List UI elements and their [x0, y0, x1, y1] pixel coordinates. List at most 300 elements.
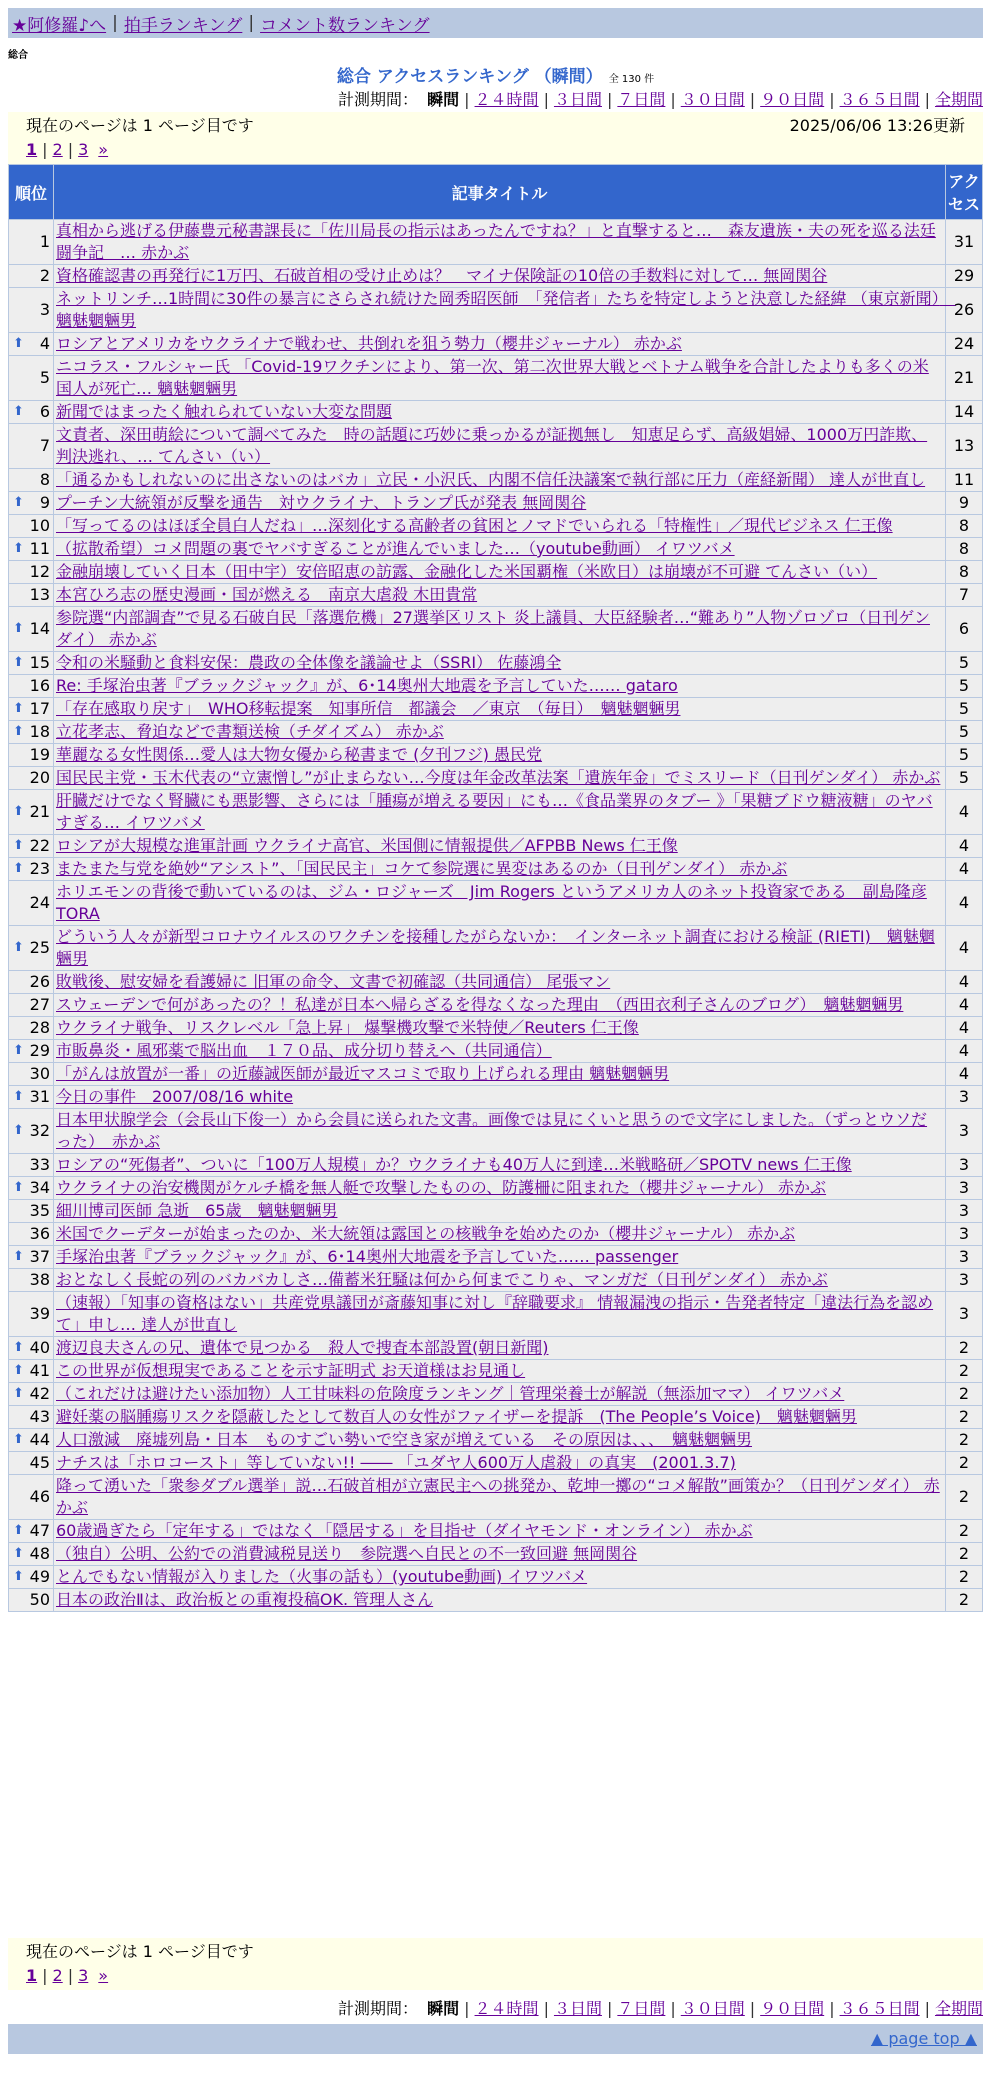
rank-cell [9, 492, 53, 514]
rank-number: 36 [29, 1224, 50, 1243]
bottom-period-2[interactable]: ３日間 [553, 1999, 602, 2018]
title-cell [54, 1086, 945, 1108]
title-cell [54, 1154, 945, 1176]
rank-number: 32 [29, 1121, 50, 1140]
title-cell [54, 1543, 945, 1565]
title-cell [54, 881, 945, 925]
rank-up-arrow-icon: ⬆ [13, 1043, 24, 1058]
period-separator: | [924, 1999, 930, 2018]
top-period-6[interactable]: ３６５日間 [839, 90, 920, 109]
access-count: 2 [946, 1337, 982, 1359]
rank-number: 19 [29, 745, 50, 764]
article-link[interactable]: 降って湧いた「衆参ダブル選挙」説…石破首相が立憲民主への挑発か、乾坤一擲の“コメ解散”画策か？（日刊ゲンダイ） 赤かぶ [56, 1476, 940, 1517]
period-separator: | [829, 1999, 835, 2018]
rank-number: 7 [39, 436, 50, 455]
table-row [9, 584, 982, 606]
article-link[interactable]: 日本の政治Ⅱは、政治板との重複投稿OK. 管理人さん [56, 1590, 434, 1609]
period-separator: | [749, 1999, 756, 2018]
access-count: 4 [946, 1017, 982, 1039]
table-row [9, 220, 982, 264]
period-separator: | [606, 1999, 613, 2018]
next-page-link[interactable]: » [98, 139, 109, 159]
comment-ranking-link[interactable]: コメント数ランキング [260, 15, 430, 36]
article-link[interactable]: （これだけは避けたい添加物）人工甘味料の危険度ランキング｜管理栄養士が解説（無添加ママ） イワツバメ [56, 1384, 845, 1403]
title-cell [54, 538, 945, 560]
access-count: 3 [946, 1086, 982, 1108]
access-count: 5 [946, 744, 982, 766]
period-separator: | [464, 1999, 470, 2018]
rank-cell [9, 1543, 53, 1565]
rank-up-arrow-icon: ⬆ [13, 940, 24, 955]
top-nav-bar [8, 8, 983, 38]
article-link[interactable]: プーチン大統領が反撃を通告 対ウクライナ、トランプ氏が発表 無岡関谷 [56, 493, 587, 512]
rank-number: 23 [29, 859, 50, 878]
access-count: 26 [946, 288, 982, 332]
article-link[interactable]: 今日の事件 2007/08/16 white [56, 1087, 294, 1106]
table-row [9, 1246, 982, 1268]
article-link[interactable]: スウェーデンで何があったの？！私達が日本へ帰らざるを得なくなった理由 （西田衣利子さんのブログ） 魑魅魍魎男 [56, 995, 904, 1014]
table-row [9, 1086, 982, 1108]
rank-cell [9, 1063, 53, 1085]
top-period-4[interactable]: ３０日間 [680, 90, 745, 109]
access-count: 2 [946, 1406, 982, 1428]
rank-number: 43 [29, 1407, 50, 1426]
rank-cell [9, 515, 53, 537]
access-count: 9 [946, 492, 982, 514]
article-link[interactable]: 米国でクーデターが始まったのか、米大統領は露国との核戦争を始めたのか（櫻井ジャーナル） 赤かぶ [56, 1224, 796, 1243]
title-cell [54, 401, 945, 423]
rank-up-arrow-icon: ⬆ [13, 1523, 24, 1538]
title-cell [54, 858, 945, 880]
rank-cell [9, 607, 53, 651]
pager-panel-bottom [8, 1938, 983, 1990]
rank-up-arrow-icon: ⬆ [13, 1546, 24, 1561]
article-link[interactable]: 「通るかもしれないのに出さないのはバカ」立民・小沢氏、内閣不信任決議案で執行部に圧力（産経新聞） 達人が世直し [56, 470, 926, 489]
article-link[interactable]: 60歳過ぎたら「定年する」ではなく「隠居する」を目指せ（ダイヤモンド・オンライン） 赤かぶ [56, 1521, 753, 1540]
rank-number: 30 [29, 1064, 50, 1083]
rank-cell [9, 790, 53, 834]
rank-number: 3 [39, 300, 50, 319]
rank-cell [9, 744, 53, 766]
table-row [9, 288, 982, 332]
bottom-period-7[interactable]: 全期間 [934, 1999, 983, 2018]
rank-up-arrow-icon: ⬆ [13, 838, 24, 853]
access-count: 4 [946, 790, 982, 834]
article-link[interactable]: 金融崩壊していく日本（田中宇）安倍昭恵の訪露、金融化した米国覇権（米欧日）は崩壊が不可避 てんさい（い） [56, 562, 878, 581]
rank-number: 14 [29, 619, 50, 638]
applause-ranking-link[interactable]: 拍手ランキング [123, 15, 243, 36]
article-link[interactable]: 「存在感取り戻す」 WHO移転提案 知事所信 都議会 ／東京 （毎日） 魑魅魍魎男 [56, 699, 681, 718]
title-cell [54, 675, 945, 697]
access-count: 4 [946, 1040, 982, 1062]
article-link[interactable]: 参院選“内部調査”で見る石破自民「落選危機」27選挙区リスト 炎上議員、大臣経験者…“難あり”人物ゾロゾロ（日刊ゲンダイ） 赤かぶ [56, 608, 930, 649]
access-count: 24 [946, 333, 982, 355]
rank-up-arrow-icon: ⬆ [13, 1363, 24, 1378]
title-cell [54, 1429, 945, 1451]
top-period-7[interactable]: 全期間 [934, 90, 983, 109]
access-count: 4 [946, 881, 982, 925]
article-link[interactable]: ロシアとアメリカをウクライナで戦わせ、共倒れを狙う勢力（櫻井ジャーナル） 赤かぶ [56, 334, 682, 353]
table-row [9, 356, 982, 400]
table-row [9, 926, 982, 970]
access-count: 3 [946, 1154, 982, 1176]
access-count: 2 [946, 1589, 982, 1611]
title-cell [54, 1383, 945, 1405]
title-cell [54, 288, 956, 332]
rank-up-arrow-icon: ⬆ [13, 541, 24, 556]
rank-cell [9, 333, 53, 355]
title-cell [54, 1452, 945, 1474]
article-link[interactable]: （独自）公明、公約での消費減税見送り 参院選へ自民との不一致回避 無岡関谷 [56, 1544, 638, 1563]
table-row [9, 333, 982, 355]
rank-number: 18 [29, 722, 50, 741]
rank-number: 41 [29, 1361, 50, 1380]
access-count: 11 [946, 469, 982, 491]
article-link[interactable]: 新聞ではまったく触れられていない大変な問題 [56, 402, 393, 421]
access-header: アクセス [946, 165, 982, 219]
top-period-3[interactable]: ７日間 [617, 90, 666, 109]
period-separator: | [670, 1999, 676, 2018]
rank-cell [9, 1040, 53, 1062]
title-cell [54, 1566, 945, 1588]
access-count: 2 [946, 1475, 982, 1519]
article-link[interactable]: 真相から逃げる伊藤豊元秘書課長に「佐川局長の指示はあったんですね？」と直撃すると… 森友遺族・夫の死を巡る法廷闘争記 … 赤かぶ [56, 221, 936, 262]
rank-number: 39 [29, 1304, 50, 1323]
access-count: 7 [946, 584, 982, 606]
article-link[interactable]: おとなしく長蛇の列のバカバカしさ…備蓄米狂騒は何から何までこりゃ、マンガだ（日刊ゲンダイ） 赤かぶ [56, 1270, 828, 1289]
table-row [9, 1337, 982, 1359]
rank-cell [9, 1269, 53, 1291]
rank-number: 1 [39, 232, 50, 251]
access-count: 2 [946, 1383, 982, 1405]
article-link[interactable]: 文責者、深田萌絵について調べてみた 時の話題に巧妙に乗っかるが証拠無し 知恵足らず、高級娼婦、1000万円詐欺、判決逃れ、… てんさい（い） [56, 425, 928, 466]
rank-cell [9, 1086, 53, 1108]
article-link[interactable]: 敗戦後、慰安婦を看護婦に 旧軍の命令、文書で初確認（共同通信） 尾張マン [56, 972, 611, 991]
rank-number: 50 [29, 1590, 50, 1609]
table-row [9, 1406, 982, 1428]
page-top-link[interactable]: ▲ page top ▲ [870, 2029, 977, 2048]
access-count: 21 [946, 356, 982, 400]
access-count: 5 [946, 652, 982, 674]
table-header-row [9, 165, 982, 219]
ranking-table [8, 164, 983, 1612]
rank-cell [9, 675, 53, 697]
page-3-link[interactable]: 3 [78, 139, 89, 159]
access-count: 3 [946, 1246, 982, 1268]
table-row [9, 561, 982, 583]
page-status: 現在のページは 1 ページ目です [26, 1941, 254, 1961]
title-header: 記事タイトル [54, 165, 945, 219]
title-cell [54, 790, 945, 834]
rank-number: 21 [29, 802, 50, 821]
article-link[interactable]: とんでもない情報が入りました（火事の話も）(youtube動画) イワツバメ [56, 1567, 588, 1586]
article-link[interactable]: ニコラス・フルシャー氏 「Covid-19ワクチンにより、第一次、第二次世界大戦とベトナム戦争を合計したよりも多くの米国人が死亡… 魑魅魍魎男 [56, 357, 929, 398]
article-link[interactable]: ホリエモンの背後で動いているのは、ジム・ロジャーズ Jim Rogers というアメリカ人のネット投資家である 副島隆彦 TORA [56, 882, 927, 923]
title-cell [54, 721, 945, 743]
rank-number: 29 [29, 1041, 50, 1060]
article-link[interactable]: 本宮ひろ志の歴史漫画・国が燃える 南京大虐殺 木田貴常 [56, 585, 478, 604]
article-link[interactable]: ロシアが大規模な進軍計画 ウクライナ高官、米国側に情報提供／AFPBB News 仁王像 [56, 836, 678, 855]
rank-number: 48 [29, 1544, 50, 1563]
title-cell [54, 607, 945, 651]
period-separator: | [749, 90, 756, 109]
access-count: 8 [946, 561, 982, 583]
rank-cell [9, 1452, 53, 1474]
page-status: 現在のページは 1 ページ目です [26, 115, 254, 135]
title-cell [54, 1223, 945, 1245]
title-cell [54, 561, 945, 583]
rank-cell [9, 698, 53, 720]
article-link[interactable]: 細川博司医師 急逝 65歳 魑魅魍魎男 [56, 1201, 338, 1220]
title-cell [54, 265, 945, 287]
title-cell [54, 994, 945, 1016]
article-link[interactable]: どういう人々が新型コロナウイルスのワクチンを接種したがらないか： インターネット調査における検証 (RIETI) 魑魅魍魎男 [56, 927, 935, 968]
article-link[interactable]: 立花孝志、脅迫などで書類送検（チダイズム） 赤かぶ [56, 722, 444, 741]
rank-cell [9, 721, 53, 743]
table-row [9, 1109, 982, 1153]
table-row [9, 858, 982, 880]
article-link[interactable]: 日本甲状腺学会（会長山下俊一）から会員に送られた文書。画像では見にくいと思うので文字にしました。（ずっとウソだった） 赤かぶ [56, 1110, 928, 1151]
access-count: 31 [946, 220, 982, 264]
rank-up-arrow-icon: ⬆ [13, 404, 24, 419]
article-link[interactable]: 渡辺良夫さんの兄、遺体で見つかる 殺人で捜査本部設置(朝日新聞) [56, 1338, 549, 1357]
period-separator: | [670, 90, 676, 109]
rank-cell [9, 1360, 53, 1382]
bottom-period-3[interactable]: ７日間 [617, 1999, 666, 2018]
table-row [9, 1154, 982, 1176]
page-title: 総合 アクセスランキング （瞬間） [336, 67, 603, 87]
rank-cell [9, 1406, 53, 1428]
table-row [9, 1520, 982, 1542]
rank-number: 20 [29, 768, 50, 787]
rank-up-arrow-icon: ⬆ [13, 1089, 24, 1104]
access-count: 3 [946, 1200, 982, 1222]
bottom-period-1[interactable]: ２４時間 [474, 1999, 539, 2018]
rank-cell [9, 584, 53, 606]
next-page-link[interactable]: » [98, 1965, 109, 1985]
rank-number: 35 [29, 1201, 50, 1220]
page-1-link[interactable]: 1 [26, 1965, 38, 1985]
article-link[interactable]: 令和の米騒動と食料安保：農政の全体像を議論せよ（SSRI） 佐藤鴻全 [56, 653, 562, 672]
rank-number: 27 [29, 995, 50, 1014]
home-link[interactable]: ★阿修羅♪へ [12, 15, 107, 36]
access-count: 3 [946, 1177, 982, 1199]
table-row [9, 607, 982, 651]
article-link[interactable]: ナチスは「ホロコースト」等していない!! ―― 「ユダヤ人600万人虐殺」の真実 (2001.3.7) [56, 1453, 736, 1472]
access-count: 2 [946, 1429, 982, 1451]
rank-cell [9, 424, 53, 468]
article-link[interactable]: 人口激減 廃墟列島・日本 ものすごい勢いで空き家が増えている その原因は、、、 魑魅魍魎男 [56, 1430, 753, 1449]
rank-number: 38 [29, 1270, 50, 1289]
access-count: 29 [946, 265, 982, 287]
rank-cell [9, 971, 53, 993]
title-cell [54, 926, 945, 970]
article-link[interactable]: この世界が仮想現実であることを示す証明式 お天道様はお見通し [56, 1361, 526, 1380]
period-separator: | [543, 1999, 549, 2018]
nav-separator: | [112, 13, 118, 33]
table-row [9, 652, 982, 674]
article-link[interactable]: （速報）「知事の資格はない」共産党県議団が斎藤知事に対し『辞職要求』 情報漏洩の指示・告発者特定「違法行為を認めて」申し… 達人が世直し [56, 1293, 934, 1334]
access-count: 4 [946, 926, 982, 970]
rank-number: 31 [29, 1087, 50, 1106]
table-row [9, 1543, 982, 1565]
table-row [9, 1566, 982, 1588]
rank-up-arrow-icon: ⬆ [13, 1249, 24, 1264]
rank-cell [9, 1177, 53, 1199]
rank-cell [9, 220, 53, 264]
title-cell [54, 1589, 945, 1611]
rank-cell [9, 1154, 53, 1176]
period-separator: | [543, 90, 549, 109]
table-row [9, 1360, 982, 1382]
title-cell [54, 1360, 945, 1382]
rank-cell [9, 356, 53, 400]
title-cell [54, 971, 945, 993]
access-count: 4 [946, 858, 982, 880]
total-count: 全 130 件 [608, 74, 655, 85]
article-link[interactable]: （拡散希望）コメ問題の裏でヤバすぎることが進んでいました…（youtube動画） イワツバメ [56, 539, 735, 558]
page-2-link[interactable]: 2 [52, 139, 63, 159]
rank-cell [9, 1520, 53, 1542]
rank-up-arrow-icon: ⬆ [13, 655, 24, 670]
rank-cell [9, 1292, 53, 1336]
access-count: 2 [946, 1452, 982, 1474]
article-link[interactable]: 華麗なる女性関係…愛人は大物女優から秘書まで (夕刊フジ) 愚民党 [56, 745, 543, 764]
table-row [9, 767, 982, 789]
title-cell [54, 1200, 945, 1222]
bottom-bar [8, 2024, 983, 2054]
rank-cell [9, 1589, 53, 1611]
period-separator: | [464, 90, 470, 109]
rank-cell [9, 1383, 53, 1405]
period-separator: | [606, 90, 613, 109]
title-cell [54, 492, 945, 514]
table-row [9, 469, 982, 491]
table-row [9, 744, 982, 766]
page-3-link[interactable]: 3 [78, 1965, 89, 1985]
rank-cell [9, 288, 53, 332]
table-row [9, 698, 982, 720]
title-cell [54, 584, 945, 606]
rank-number: 22 [29, 836, 50, 855]
table-row [9, 835, 982, 857]
pager: 1 | 2 | 3 » [26, 139, 109, 159]
article-link[interactable]: 「がんは放置が一番」の近藤誠医師が最近マスコミで取り上げられる理由 魑魅魍魎男 [56, 1064, 670, 1083]
rank-cell [9, 1223, 53, 1245]
rank-up-arrow-icon: ⬆ [13, 1386, 24, 1401]
bottom-period-6[interactable]: ３６５日間 [839, 1999, 920, 2018]
period-label: 計測期間： [338, 1999, 419, 2018]
table-row [9, 1063, 982, 1085]
rank-number: 47 [29, 1521, 50, 1540]
access-count: 3 [946, 1269, 982, 1291]
article-link[interactable]: またまた与党を絶妙“アシスト”、「国民民主」コケて参院選に異変はあるのか（日刊ゲンダイ） 赤かぶ [56, 859, 788, 878]
rank-cell [9, 469, 53, 491]
rank-cell [9, 561, 53, 583]
rank-cell [9, 652, 53, 674]
top-period-0: 瞬間 [427, 90, 460, 109]
article-link[interactable]: 資格確認書の再発行に1万円、石破首相の受け止めは？ マイナ保険証の10倍の手数料に対して… 無岡関谷 [56, 266, 828, 285]
table-row [9, 1452, 982, 1474]
rank-cell [9, 1017, 53, 1039]
title-cell [54, 1109, 945, 1153]
access-count: 2 [946, 1360, 982, 1382]
access-count: 8 [946, 538, 982, 560]
rank-number: 9 [39, 493, 50, 512]
article-link[interactable]: ウクライナの治安機関がケルチ橋を無人艇で攻撃したものの、防護柵に阻まれた（櫻井ジャーナル） 赤かぶ [56, 1178, 827, 1197]
bottom-period-5[interactable]: ９０日間 [760, 1999, 825, 2018]
nav-separator: | [248, 13, 255, 33]
rank-number: 5 [39, 368, 50, 387]
access-count: 3 [946, 1109, 982, 1153]
rank-number: 44 [29, 1430, 50, 1449]
page-1-link[interactable]: 1 [26, 139, 38, 159]
table-row [9, 1292, 982, 1336]
article-link[interactable]: 手塚治虫著『ブラックジャック』が、6･14奥州大地震を予言していた…… passenger [56, 1247, 679, 1266]
title-cell [54, 1292, 945, 1336]
article-link[interactable]: 肝臓だけでなく腎臓にも悪影響、さらには「腫瘍が増える要因」にも…《食品業界のタブー 》「果糖ブドウ糖液糖」のヤバすぎる… イワツバメ [56, 791, 933, 832]
rank-up-arrow-icon: ⬆ [13, 1340, 24, 1355]
period-label: 計測期間： [338, 90, 419, 109]
rank-cell [9, 994, 53, 1016]
rank-cell [9, 1566, 53, 1588]
rank-header: 順位 [9, 165, 53, 219]
page-2-link[interactable]: 2 [52, 1965, 63, 1985]
section-label: 総合 [8, 50, 28, 61]
table-row [9, 721, 982, 743]
rank-number: 24 [29, 893, 50, 912]
rank-cell [9, 835, 53, 857]
period-separator: | [924, 90, 930, 109]
rank-up-arrow-icon: ⬆ [13, 701, 24, 716]
period-selector-bottom [338, 1996, 983, 2019]
article-link[interactable]: Re: 手塚治虫著『ブラックジャック』が、6･14奥州大地震を予言していた…… gataro [56, 676, 678, 695]
page-title-wrap [0, 62, 991, 87]
table-row [9, 515, 982, 537]
access-count: 3 [946, 1292, 982, 1336]
table-row [9, 1475, 982, 1519]
top-period-1[interactable]: ２４時間 [474, 90, 539, 109]
rank-number: 42 [29, 1384, 50, 1403]
article-link[interactable]: ロシアの“死傷者”、ついに「100万人規模」か？ウクライナも40万人に到達…米戦略研／SPOTV news 仁王像 [56, 1155, 852, 1174]
rank-cell [9, 1429, 53, 1451]
article-link[interactable]: 「写ってるのはほぼ全員白人だね」…深刻化する高齢者の貧困とノマドでいられる「特権性」／現代ビジネス 仁王像 [56, 516, 893, 535]
table-row [9, 424, 982, 468]
table-row [9, 492, 982, 514]
title-cell [54, 469, 945, 491]
article-link[interactable]: ネットリンチ…1時間に30件の暴言にさらされ続けた岡秀昭医師 「発信者」たちを特定しようと決意した経緯 （東京新聞） 魑魅魍魎男 [56, 289, 956, 330]
rank-up-arrow-icon: ⬆ [13, 1432, 24, 1447]
rank-up-arrow-icon: ⬆ [13, 804, 24, 819]
bottom-period-4[interactable]: ３０日間 [680, 1999, 745, 2018]
rank-number: 12 [29, 562, 50, 581]
title-cell [54, 1040, 945, 1062]
title-cell [54, 1177, 945, 1199]
rank-number: 16 [29, 676, 50, 695]
table-row [9, 1040, 982, 1062]
article-link[interactable]: 市販鼻炎・風邪薬で脳出血 １７０品、成分切り替えへ（共同通信） [56, 1041, 552, 1060]
article-link[interactable]: 避妊薬の脳腫瘍リスクを隠蔽したとして数百人の女性がファイザーを提訴 (The People’s Voice) 魑魅魍魎男 [56, 1407, 857, 1426]
updated-timestamp: 2025/06/06 13:26更新 [789, 115, 965, 135]
rank-up-arrow-icon: ⬆ [13, 1123, 24, 1138]
top-period-2[interactable]: ３日間 [553, 90, 602, 109]
article-link[interactable]: 国民民主党・玉木代表の“立憲憎し”が止まらない…今度は年金改革法案「遺族年金」でミスリード（日刊ゲンダイ） 赤かぶ [56, 768, 941, 787]
top-period-5[interactable]: ９０日間 [760, 90, 825, 109]
access-count: 5 [946, 675, 982, 697]
article-link[interactable]: ウクライナ戦争、リスクレベル「急上昇」 爆撃機攻撃で米特使／Reuters 仁王像 [56, 1018, 639, 1037]
access-count: 14 [946, 401, 982, 423]
rank-number: 8 [39, 470, 50, 489]
